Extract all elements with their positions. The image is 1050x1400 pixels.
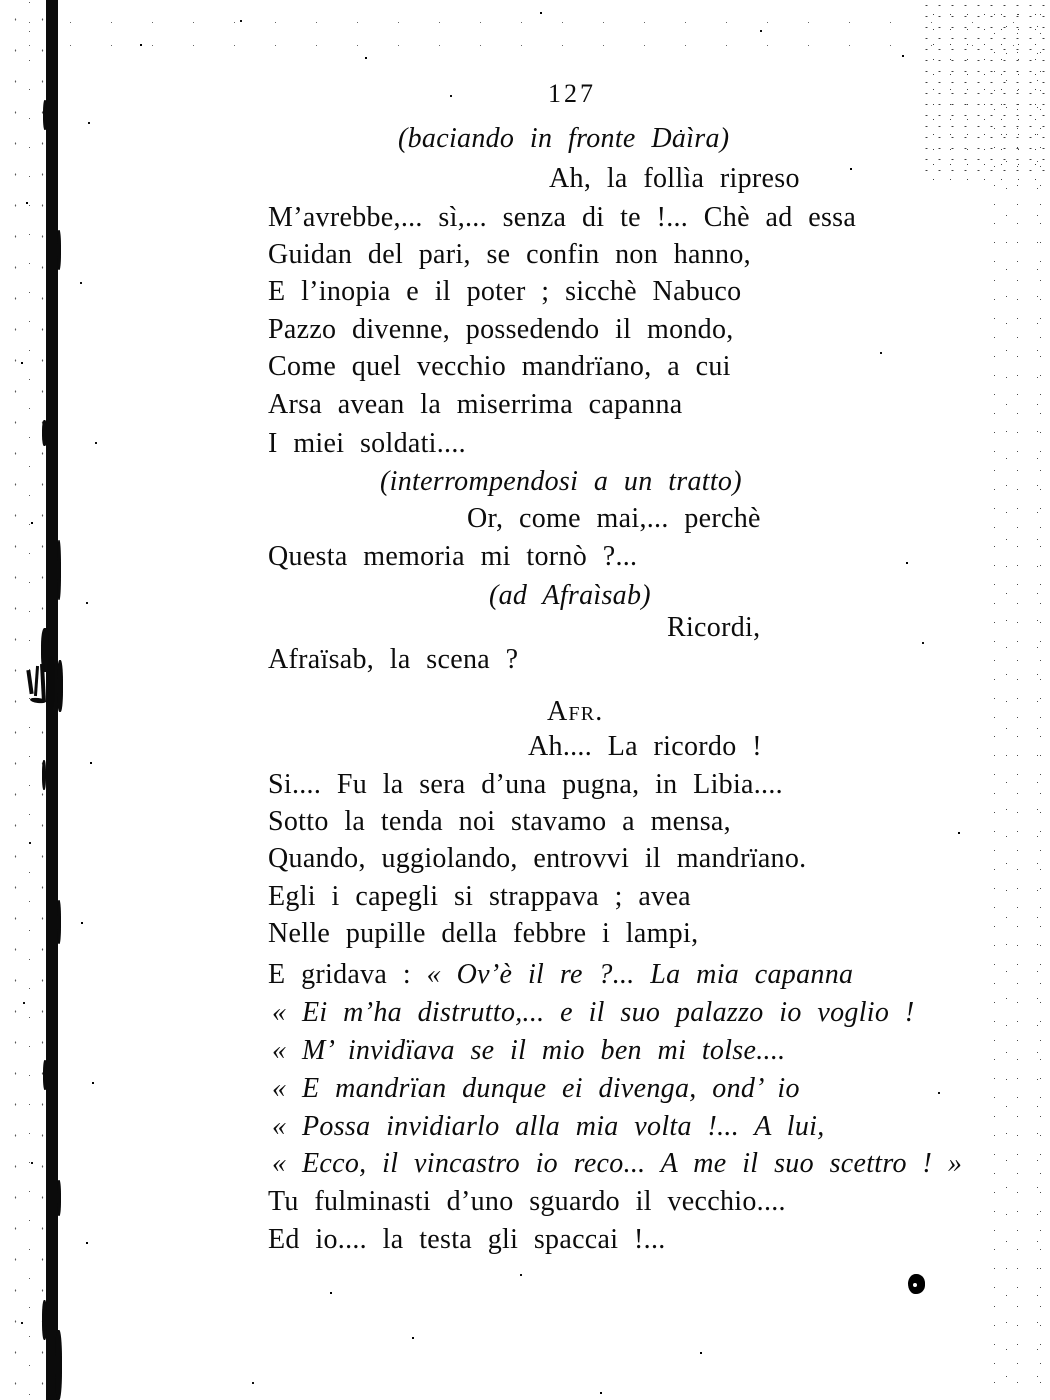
verse-line: Sotto la tenda noi stavamo a mensa, — [268, 806, 731, 837]
stage-direction: (interrompendosi a un tratto) — [380, 466, 742, 497]
verse-italic-segment: « Ov’è il re ?... La mia capanna — [426, 959, 854, 990]
verse-line: Ricordi, — [667, 612, 761, 643]
stage-direction: (baciando in fronte Daìra) — [398, 123, 730, 154]
verse-quote-line: « Ei m’ha distrutto,... e il suo palazzo io voglio ! — [272, 997, 915, 1028]
verse-quote-line: « Ecco, il vincastro io reco... A me il suo scettro ! » — [272, 1148, 963, 1179]
verse-line: Questa memoria mi tornò ?... — [268, 541, 638, 572]
verse-line: Nelle pupille della febbre i lampi, — [268, 918, 699, 949]
gutter-bump — [42, 1300, 47, 1340]
gutter-smudge — [47, 656, 55, 710]
gutter-bump — [43, 100, 47, 130]
gutter-bump — [42, 760, 46, 790]
verse-line: Or, come mai,... perchè — [467, 503, 761, 534]
ink-blot — [908, 1274, 925, 1294]
verse-quote-line: « Possa invidiarlo alla mia volta !... A lui, — [272, 1111, 825, 1142]
verse-quote-line: « E mandrïan dunque ei divenga, ond’ io — [272, 1073, 800, 1104]
scan-noise-top — [0, 0, 1050, 64]
verse-line: Arsa avean la miserrima capanna — [268, 389, 683, 420]
verse-line: Ed io.... la testa gli spaccai !... — [268, 1224, 666, 1255]
gutter-bump — [43, 1060, 47, 1090]
verse-line: E l’inopia e il poter ; sicchè Nabuco — [268, 276, 742, 307]
verse-line: Guidan del pari, se confin non hanno, — [268, 239, 751, 270]
gutter-bump — [57, 540, 61, 600]
verse-line: Egli i capegli si strappava ; avea — [268, 881, 691, 912]
verse-line: I miei soldati.... — [268, 428, 466, 459]
verse-line: M’avrebbe,... sì,... senza di te !... Chè ad essa — [268, 202, 857, 233]
verse-quote-line: « M’ invidïava se il mio ben mi tolse.... — [272, 1035, 786, 1066]
page-number: 127 — [548, 79, 596, 108]
gutter-bump — [57, 660, 63, 712]
verse-line: Come quel vecchio mandrïano, a cui — [268, 351, 731, 382]
verse-line — [268, 960, 853, 989]
gutter-bump — [57, 1180, 61, 1216]
scan-noise-right — [980, 0, 1050, 1400]
verse-line: Ah, la follìa ripreso — [549, 163, 800, 194]
gutter-bump — [57, 230, 61, 270]
gutter-bump — [57, 900, 61, 944]
verse-line: Pazzo divenne, possedendo il mondo, — [268, 314, 734, 345]
verse-line: Afraïsab, la scena ? — [268, 644, 519, 675]
verse-line: Quando, uggiolando, entrovvi il mandrïano. — [268, 843, 807, 874]
verse-line: Ah.... La ricordo ! — [528, 731, 762, 762]
gutter-bump — [42, 420, 47, 446]
verse-line: Si.... Fu la sera d’una pugna, in Libia.... — [268, 769, 783, 800]
speaker-label: Afr. — [547, 696, 604, 727]
verse-line: Tu fulminasti d’uno sguardo il vecchio.... — [268, 1186, 786, 1217]
gutter-bump — [55, 1330, 62, 1400]
ink-blot-highlight — [913, 1283, 917, 1287]
verse-roman-segment: E gridava : — [268, 959, 427, 990]
stage-direction: (ad Afraìsab) — [489, 580, 651, 611]
scan-noise-specks — [0, 0, 2, 2]
